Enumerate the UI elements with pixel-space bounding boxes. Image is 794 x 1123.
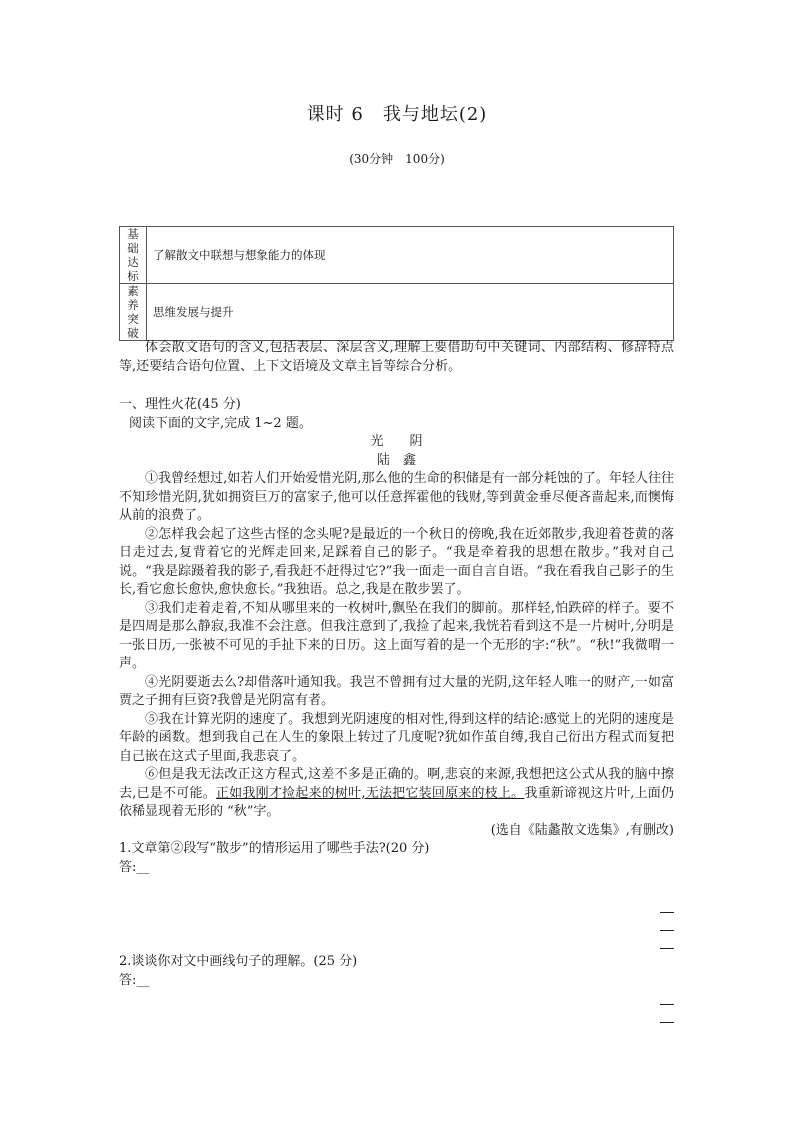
question-2-block bbox=[119, 953, 674, 990]
page-subtitle: (30分钟 100分) bbox=[349, 152, 445, 166]
intro-block bbox=[119, 339, 674, 376]
underlined-sentence: 正如我刚才捡起来的树叶,无法把它装回原来的枝上。 bbox=[215, 785, 525, 801]
table-row bbox=[120, 227, 674, 284]
article-paragraph-2: ②怎样我会起了这些古怪的念头呢?是最近的一个秋日的傍晚,我在近郊散步,我迎着苍黄的落日走过去,复背着它的光辉走回来,足踩着自己的影子。“我是牵着我的思想在散步。”我对自己说。“我是踪蹑着我的影子,看我赶不赶得过它?”我一面走一面自言自语。“我在看我自己影子的生长,看它愈长愈快,愈快愈长。”我独语。总之,我是在散步罢了。 bbox=[119, 526, 674, 597]
answer-line bbox=[660, 1022, 674, 1023]
section-instruction: 阅读下面的文字,完成 1~2 题。 bbox=[129, 415, 312, 431]
answer-line bbox=[660, 948, 674, 949]
p6-text-after: 我重新谛视这片叶,上面仍依稀显现着无形的 “秋”字。 bbox=[119, 785, 674, 819]
article-source: (选自《陆蠡散文选集》,有删改) bbox=[490, 822, 674, 838]
article-author: 陆 鑫 bbox=[376, 452, 416, 468]
answer-line bbox=[660, 930, 674, 931]
article-paragraph-1: ①我曾经想过,如若人们开始爱惜光阴,那么他的生命的积储是有一部分耗蚀的了。年轻人往往不知珍惜光阴,犹如拥资巨万的富家子,他可以任意挥霍他的钱财,等到黄金垂尽便吝啬起来,而懊悔从前的浪费了。 bbox=[119, 471, 674, 523]
answer-1-prefix: 答:__ bbox=[119, 859, 150, 875]
goal-label: 基础达标 bbox=[120, 227, 147, 284]
answer-2-prefix: 答:__ bbox=[119, 972, 150, 988]
article-paragraph-6 bbox=[119, 766, 674, 822]
question-1: 1.文章第②段写“散步”的情形运用了哪些手法?(20 分) bbox=[119, 841, 430, 856]
section-heading: 一、理性火花(45 分) bbox=[119, 397, 241, 412]
table-row bbox=[120, 284, 674, 341]
intro-paragraph: 体会散文语句的含义,包括表层、深层含义,理解上要借助句中关键词、内部结构、修辞特点等,还要结合语句位置、上下文语境及文章主旨等综合分析。 bbox=[119, 340, 674, 374]
article-paragraph-3: ③我们走着走着,不知从哪里来的一枚树叶,飘坠在我们的脚前。那样轻,怕跌碎的样子。要不是四周是那么静寂,我准不会注意。但我注意到了,我捡了起来,我恍若看到这不是一片树叶,分明是一张日历,一张被不可见的手扯下来的日历。这上面写着的是一个无形的字:“秋”。“秋!”我微喟一声。 bbox=[119, 600, 674, 671]
article-paragraph-5: ⑤我在计算光阴的速度了。我想到光阴速度的相对性,得到这样的结论:感觉上的光阴的速度是年龄的函数。想到我自己在人生的象限上转过了几度呢?犹如作茧自缚,我自己衍出方程式而复把自己嵌在这式子里面,我悲哀了。 bbox=[119, 711, 674, 764]
page-title: 课时 6 我与地坛(2) bbox=[306, 104, 488, 125]
question-2: 2.谈谈你对文中画线句子的理解。(25 分) bbox=[119, 954, 358, 969]
answer-line bbox=[660, 912, 674, 913]
goal-label: 素养突破 bbox=[120, 284, 147, 341]
article-paragraph-4: ④光阴要逝去么?却借落叶通知我。我岂不曾拥有过大量的光阴,这年轻人唯一的财产,一如富贾之子拥有巨资?我曾是光阴富有者。 bbox=[119, 674, 674, 708]
answer-line bbox=[660, 1004, 674, 1005]
goal-content: 思维发展与提升 bbox=[147, 284, 674, 341]
p6-text-before: ⑥但是我无法改正这方程式,这差不多是正确的。啊,悲哀的来源,我想把这公式从我的脑中擦去,已是不可能。 bbox=[119, 767, 674, 801]
section-block bbox=[119, 396, 674, 877]
goal-content: 了解散文中联想与想象能力的体现 bbox=[147, 227, 674, 284]
goals-table bbox=[119, 226, 674, 341]
article-title: 光 阴 bbox=[370, 434, 423, 449]
